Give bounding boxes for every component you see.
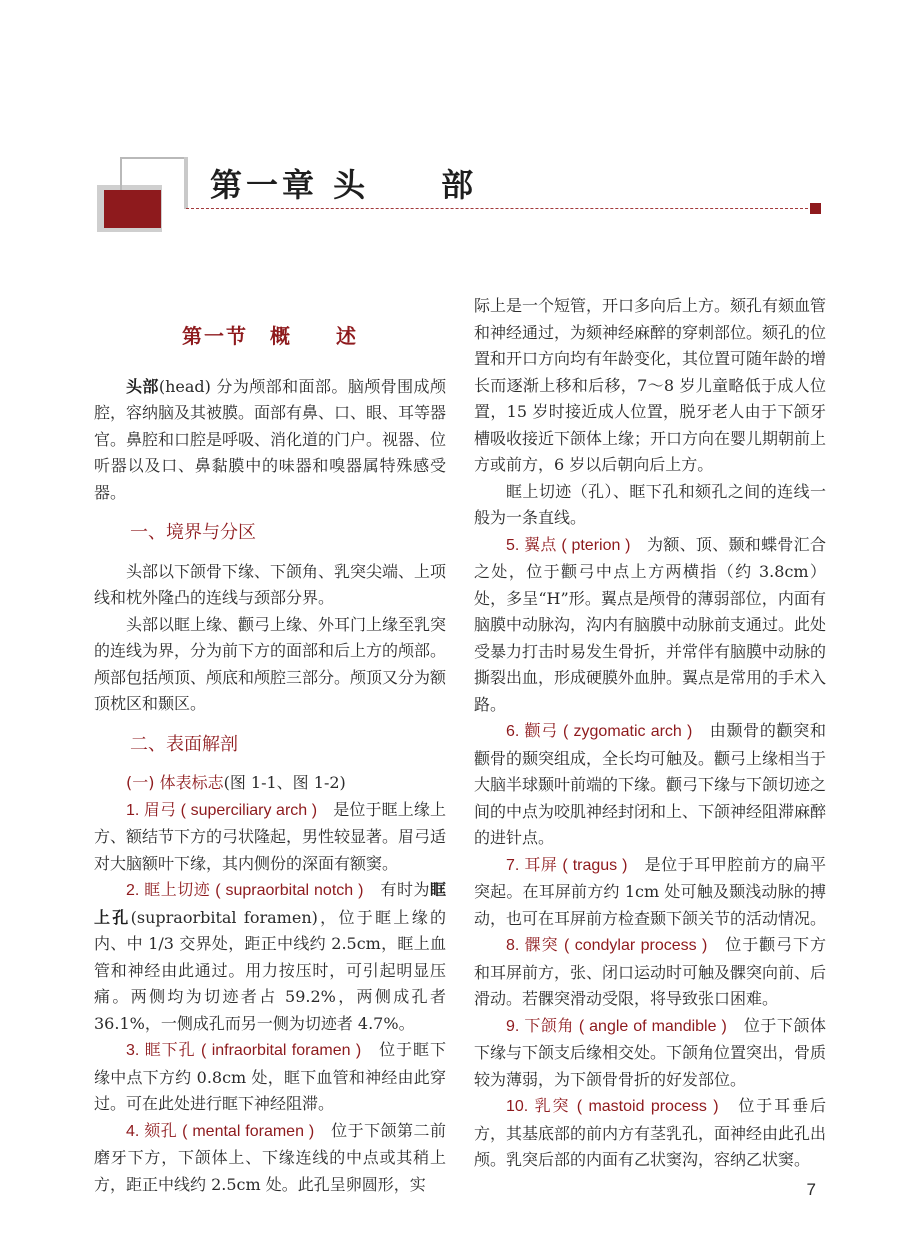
item-angle-of-mandible	[474, 1013, 826, 1094]
term: 6. 颧弓 ( zygomatic arch )	[506, 723, 693, 740]
term-head: 头部	[126, 376, 159, 396]
item-text: 位于眶下缘中点下方约 0.8cm 处，眶下血管和神经由此穿过。可在此处进行眶下神经阻滞。	[94, 1040, 446, 1113]
page-number: 7	[806, 1180, 816, 1199]
paragraph-intro	[94, 374, 446, 507]
term: 1. 眉弓 ( superciliary arch )	[126, 801, 318, 819]
term: 5. 翼点 ( pterion )	[506, 536, 631, 554]
item-zygomatic-arch	[474, 718, 826, 852]
term-bold: 眶上孔	[94, 880, 446, 927]
item-text: 为额、顶、颞和蝶骨汇合之处，位于颧弓中点上方两横指（约 3.8cm）处，多呈“H”形。翼点是颅骨的薄弱部位，内面有脑膜中动脉沟，沟内有脑膜中动脉前支通过。此处受暴力打击时易发生骨折，并常伴有脑膜中动脉的撕裂出血，形成硬膜外血肿。翼点是常用的手术入路。	[474, 534, 827, 714]
item-superciliary-arch	[94, 797, 446, 878]
item-text: 位于耳垂后方，其基底部的前内方有茎乳孔，面神经由此孔出颅。乳突后部的内面有乙状窦沟，容纳乙状窦。	[474, 1096, 827, 1169]
right-column	[474, 293, 826, 1174]
paragraph-division: 头部以眶上缘、颧弓上缘、外耳门上缘至乳突的连线为界，分为前下方的面部和后上方的颅部。颅部包括颅顶、颅底和颅腔三部分。颅顶又分为额顶枕区和颞区。	[94, 614, 447, 713]
header-dashed-rule	[186, 208, 808, 209]
header-red-block	[104, 190, 161, 228]
item-text: (supraorbital foramen)，位于眶上缘的内、中 1/3 交界处，距正中线约 2.5cm，眶上血管和神经由此通过。用力按压时，可引起明显压痛。两侧均为切迹者占 59.2%，两侧成孔者 36.1%，一侧成孔而另一侧为切迹者 4.7%。	[94, 907, 446, 1033]
item-pterion	[474, 532, 826, 719]
item-text: 位于颧弓下方和耳屏前方，张、闭口运动时可触及髁突向前、后滑动。若髁突滑动受限，将导致张口困难。	[474, 935, 827, 1008]
item-text: 由颞骨的颧突和颧骨的颞突组成，全长均可触及。颧弓上缘相当于大脑半球颞叶前端的下缘。颧弓下缘与下颌切迹之间的中点为咬肌神经封闭和上、下颌神经阻滞麻醉的进针点。	[474, 721, 827, 847]
heading-boundary: 一、境界与分区	[130, 522, 256, 543]
item-mental-foramen	[94, 1118, 446, 1199]
intro-text: (head) 分为颅部和面部。脑颅骨围成颅腔，容纳脑及其被膜。面部有鼻、口、眼、耳等器官。鼻腔和口腔是呼吸、消化道的门户。视器、位听器以及口、鼻黏膜中的味器和嗅器属特殊感受器。	[94, 376, 447, 502]
term: 7. 耳屏 ( tragus )	[506, 856, 628, 874]
left-column	[94, 293, 446, 1198]
term: 2. 眶上切迹 ( supraorbital notch )	[126, 882, 364, 899]
header-red-square	[810, 203, 821, 214]
item-condylar-process	[474, 932, 826, 1013]
term: 9. 下颌角 ( angle of mandible )	[506, 1017, 727, 1035]
landmarks-label: (一) 体表标志	[126, 773, 224, 792]
figure-ref: (图 1-1、图 1-2)	[223, 773, 346, 792]
item-mastoid-process	[474, 1093, 826, 1174]
paragraph-mental-foramen-cont: 际上是一个短管，开口多向后上方。颏孔有颏血管和神经通过，为颏神经麻醉的穿刺部位。颏孔的位置和开口方向均有年龄变化，其位置可随年龄的增长而逐渐上移和后移，7～8 岁儿童略低于成人位置，15 岁时接近成人位置，脱牙老人由于下颌牙槽吸收接近下颌体上缘；开口方向在婴儿期朝前上方或前方，6 岁以后朝向后上方。	[474, 296, 827, 474]
heading-surface-anatomy: 二、表面解剖	[130, 733, 238, 755]
item-text: 位于下颌体下缘与下颌支后缘相交处。下颌角位置突出，骨质较为薄弱，为下颌骨骨折的好发部位。	[474, 1015, 827, 1089]
term: 10. 乳突 ( mastoid process )	[506, 1098, 719, 1115]
term: 8. 髁突 ( condylar process )	[506, 937, 708, 954]
term: 3. 眶下孔 ( infraorbital foramen )	[126, 1042, 362, 1059]
item-text: 是位于眶上缘上方、额结节下方的弓状隆起，男性较显著。眉弓适对大脑额叶下缘，其内侧份的深面有额窦。	[94, 799, 447, 873]
item-text: 位于下颌第二前磨牙下方，下颌体上、下缘连线的中点或其稍上方，距正中线约 2.5cm 处。此孔呈卵圆形，实	[94, 1120, 446, 1194]
term: 4. 颏孔 ( mental foramen )	[126, 1122, 315, 1140]
paragraph-boundary: 头部以下颌骨下缘、下颌角、乳突尖端、上项线和枕外隆凸的连线与颈部分界。	[94, 561, 447, 607]
chapter-title: 第一章 头 部	[210, 166, 478, 204]
item-infraorbital-foramen	[94, 1037, 446, 1118]
item-tragus	[474, 852, 826, 933]
section-title: 第一节 概 述	[182, 324, 358, 348]
subheading-landmarks	[94, 770, 446, 797]
item-supraorbital-notch	[94, 877, 446, 1037]
header-frame-edge	[184, 157, 188, 209]
item-text: 有时为	[380, 880, 430, 899]
paragraph-foramina-line: 眶上切迹（孔）、眶下孔和颏孔之间的连线一般为一条直线。	[474, 481, 826, 527]
item-text: 是位于耳甲腔前方的扁平突起。在耳屏前方约 1cm 处可触及颞浅动脉的搏动，也可在耳屏前方检查颞下颌关节的活动情况。	[474, 854, 827, 928]
